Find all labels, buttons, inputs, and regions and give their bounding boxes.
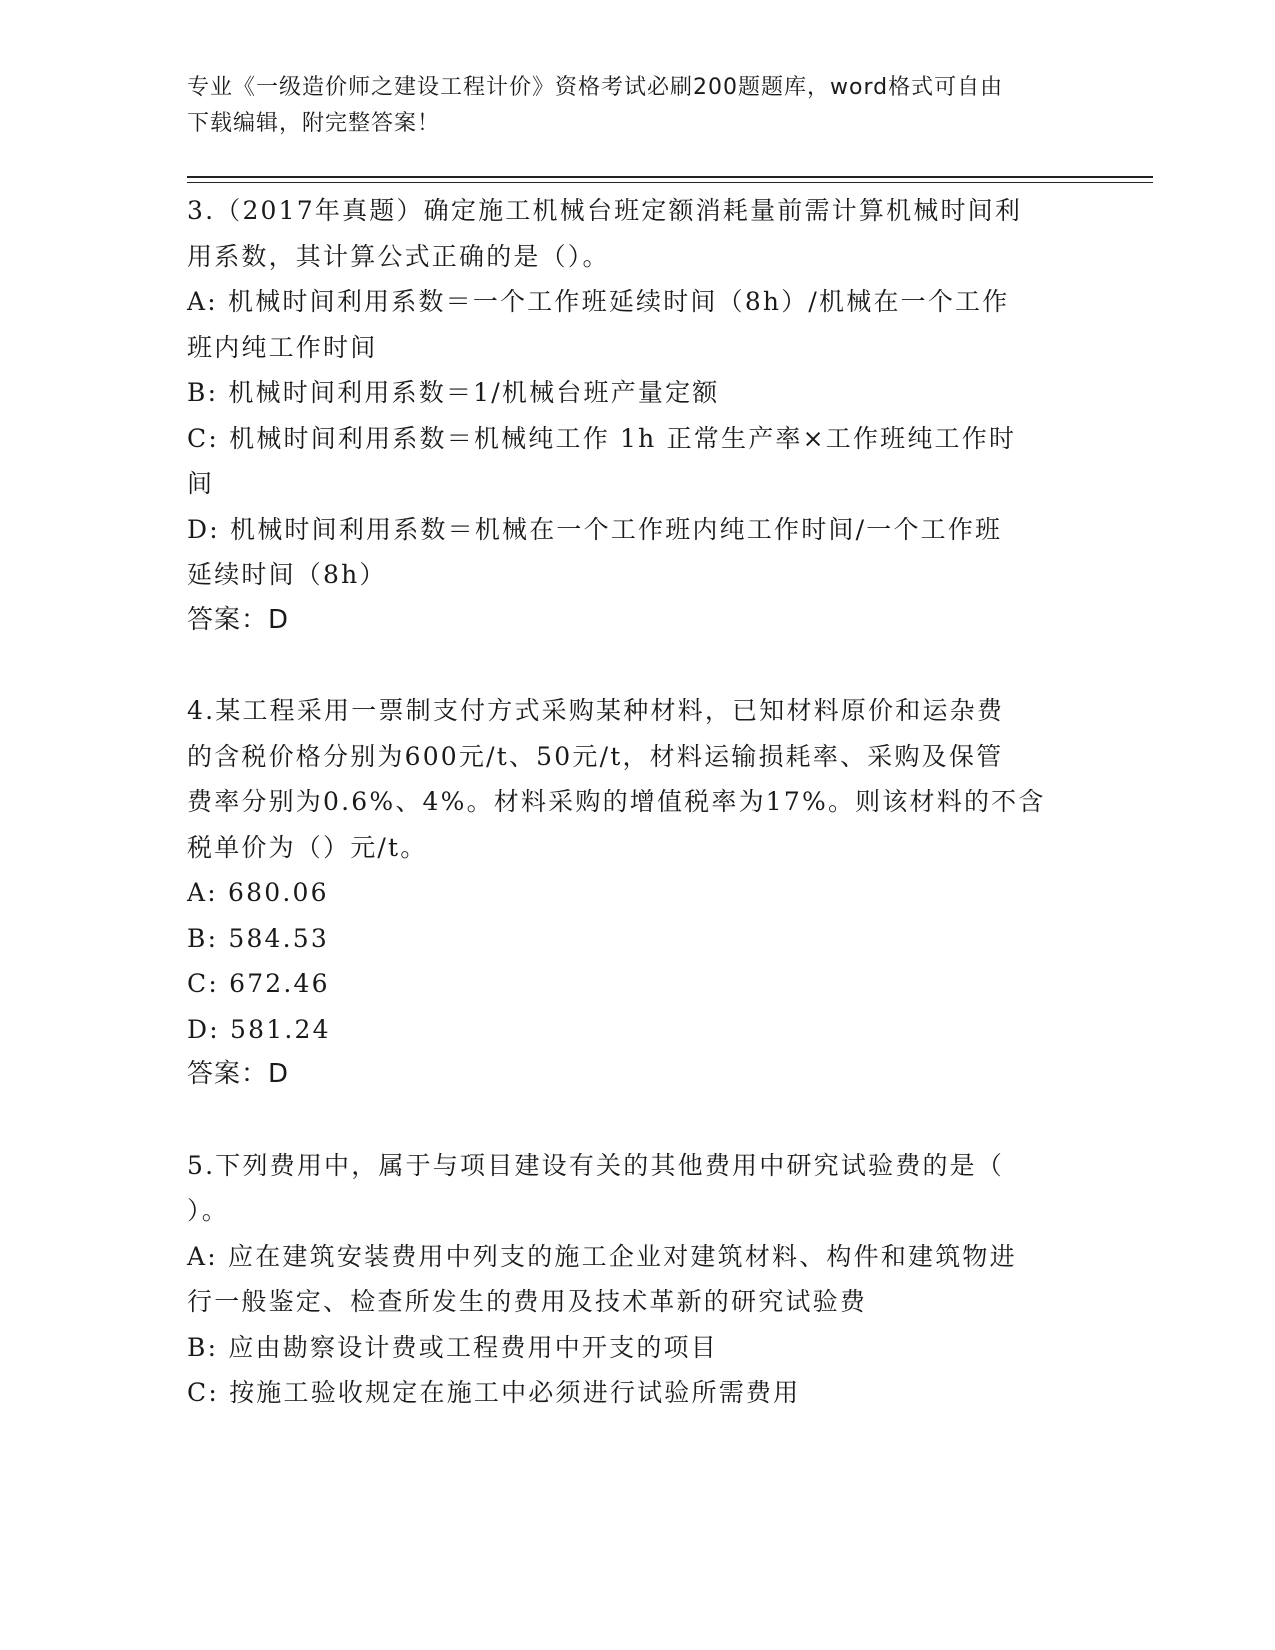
question-3-option-c-line-1: C: 机械时间利用系数＝机械纯工作 1h 正常生产率×工作班纯工作时 [187, 423, 1017, 453]
question-3-option-c-line-2: 间 [187, 469, 215, 498]
question-3-stem-line-1: 3.（2017年真题）确定施工机械台班定额消耗量前需计算机械时间利 [187, 196, 1023, 225]
question-4-option-a: A: 680.06 [187, 878, 329, 907]
question-spacer [187, 643, 1077, 688]
question-4-option-c: C: 672.46 [187, 969, 330, 998]
question-list [187, 188, 1077, 1416]
question-4-stem-line-1: 4.某工程采用一票制支付方式采购某种材料，已知材料原价和运杂费 [187, 696, 1005, 725]
question-5-option-a-line-1: A: 应在建筑安装费用中列支的施工企业对建筑材料、构件和建筑物进 [187, 1241, 1017, 1271]
question-3-option-a-line-1: A: 机械时间利用系数＝一个工作班延续时间（8h）/机械在一个工作 [187, 287, 1010, 316]
question-4-stem-line-4: 税单价为（）元/t。 [187, 832, 428, 862]
question-3-stem-line-2: 用系数，其计算公式正确的是（）。 [187, 241, 610, 271]
document-header [187, 70, 1087, 142]
question-4-option-b: B: 584.53 [187, 923, 330, 953]
question-3-option-d-line-2: 延续时间（8h） [187, 560, 387, 589]
question-5-option-a-line-2: 行一般鉴定、检查所发生的费用及技术革新的研究试验费 [187, 1287, 868, 1316]
question-4 [187, 688, 1077, 1098]
question-5 [187, 1143, 1077, 1416]
question-5-stem-line-2: ）。 [187, 1196, 229, 1225]
question-spacer [187, 1098, 1077, 1143]
header-divider-thick [187, 176, 1153, 178]
question-3-answer: 答案：D [187, 604, 290, 635]
header-line-2: 下载编辑，附完整答案！ [187, 111, 441, 136]
question-4-stem-line-3: 费率分别为0.6%、4%。材料采购的增值税率为17%。则该材料的不含 [187, 787, 1046, 816]
question-4-stem-line-2: 的含税价格分别为600元/t、50元/t，材料运输损耗率、采购及保管 [187, 741, 1004, 771]
header-divider-thin [187, 182, 1153, 183]
question-5-option-b: B: 应由勘察设计费或工程费用中开支的项目 [187, 1332, 718, 1362]
question-4-option-d: D: 581.24 [187, 1014, 331, 1044]
header-line-1: 专业《一级造价师之建设工程计价》资格考试必刷200题题库，word格式可自由 [187, 75, 1004, 100]
question-3-option-b: B: 机械时间利用系数＝1/机械台班产量定额 [187, 378, 720, 407]
question-4-answer: 答案：D [187, 1059, 290, 1089]
question-5-stem-line-1: 5.下列费用中，属于与项目建设有关的其他费用中研究试验费的是（ [187, 1150, 1005, 1180]
question-3-option-d-line-1: D: 机械时间利用系数＝机械在一个工作班内纯工作时间/一个工作班 [187, 514, 1003, 544]
question-5-option-c: C: 按施工验收规定在施工中必须进行试验所需费用 [187, 1378, 801, 1407]
question-3 [187, 188, 1077, 643]
question-3-option-a-line-2: 班内纯工作时间 [187, 332, 378, 362]
